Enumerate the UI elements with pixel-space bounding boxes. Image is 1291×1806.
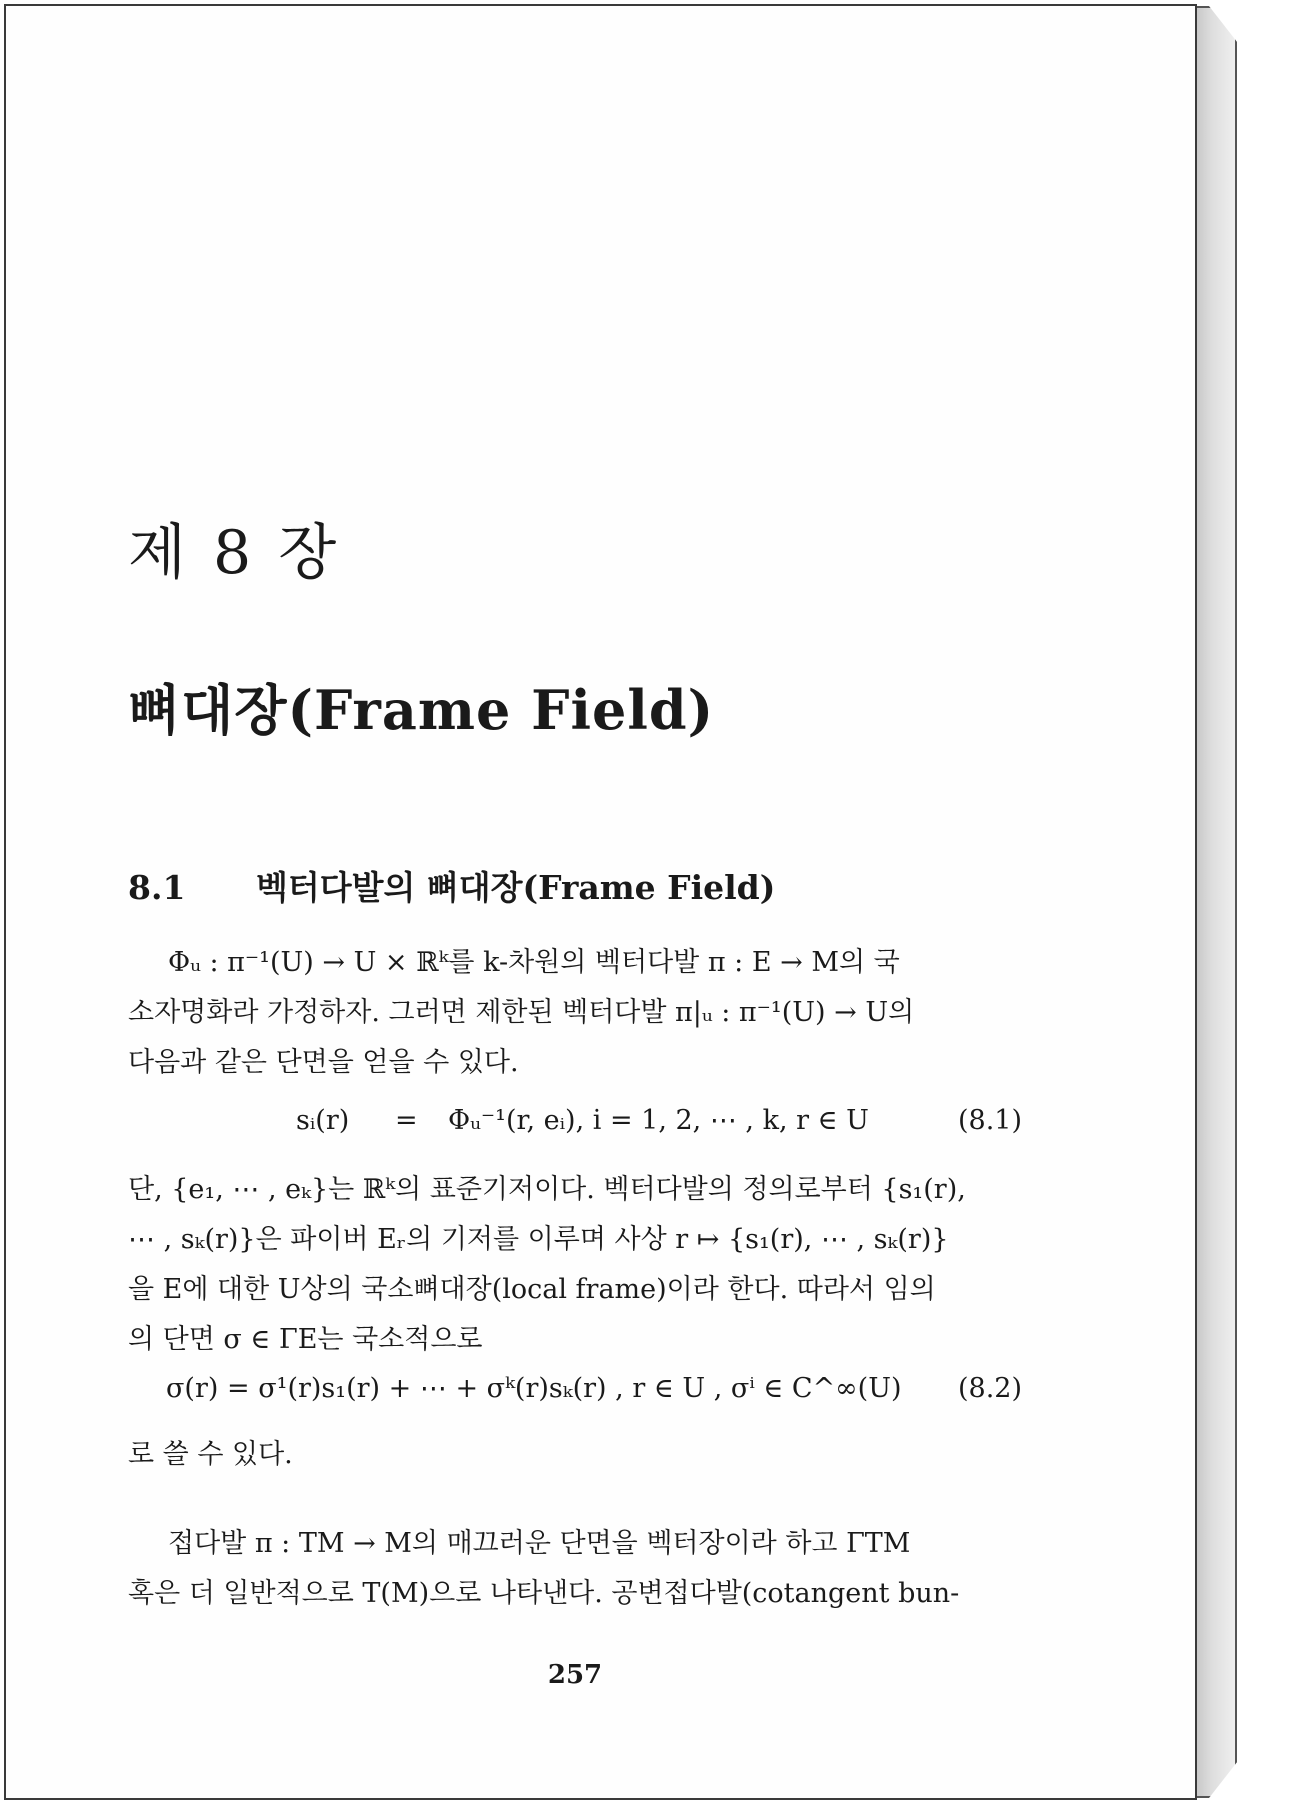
paragraph-1-line-2: 소자명화라 가정하자. 그러면 제한된 벡터다발 π|ᵤ : π⁻¹(U) → U의 xyxy=(128,997,915,1028)
section-heading xyxy=(128,862,775,909)
paragraph-3-line-1: 로 쓸 수 있다. xyxy=(128,1439,293,1470)
paragraph-2-line-2: ⋯ , sₖ(r)}은 파이버 Eᵣ의 기저를 이루며 사상 r ↦ {s₁(r), ⋯ , sₖ(r)} xyxy=(128,1224,949,1255)
paragraph-2-line-3: 을 E에 대한 U상의 국소뼈대장(local frame)이라 한다. 따라서 임의 xyxy=(128,1274,936,1305)
section-title: 벡터다발의 뼈대장(Frame Field) xyxy=(256,868,776,907)
equation-8-2-label: (8.2) xyxy=(958,1373,1023,1404)
page-stack-edge xyxy=(1197,6,1237,1798)
equation-8-1-relation: = xyxy=(395,1105,418,1136)
paragraph-1-line-1: Φᵤ : π⁻¹(U) → U × ℝᵏ를 k-차원의 벡터다발 π : E → M의 국 xyxy=(168,947,900,978)
chapter-number: 제 8 장 xyxy=(128,518,341,588)
section-number: 8.1 xyxy=(128,868,186,907)
equation-8-1-lhs: sᵢ(r) xyxy=(296,1105,350,1136)
equation-8-1-rhs: Φᵤ⁻¹(r, eᵢ), i = 1, 2, ⋯ , k, r ∈ U xyxy=(448,1105,869,1136)
paragraph-1-line-3: 다음과 같은 단면을 얻을 수 있다. xyxy=(128,1047,519,1078)
chapter-title: 뼈대장(Frame Field) xyxy=(128,678,715,742)
paragraph-4-line-1: 접다발 π : TM → M의 매끄러운 단면을 벡터장이라 하고 ΓTM xyxy=(168,1528,911,1559)
equation-8-2-body: σ(r) = σ¹(r)s₁(r) + ⋯ + σᵏ(r)sₖ(r) , r ∈ U , σⁱ ∈ C^∞(U) xyxy=(166,1373,902,1404)
page-number: 257 xyxy=(547,1660,603,1690)
equation-8-1-label: (8.1) xyxy=(958,1105,1023,1136)
paragraph-2-line-4: 의 단면 σ ∈ ΓE는 국소적으로 xyxy=(128,1324,483,1355)
paragraph-2-line-1: 단, {e₁, ⋯ , eₖ}는 ℝᵏ의 표준기저이다. 벡터다발의 정의로부터 {s₁(r), xyxy=(128,1174,966,1205)
paragraph-4-line-2: 혹은 더 일반적으로 T(M)으로 나타낸다. 공변접다발(cotangent bun- xyxy=(128,1578,960,1609)
